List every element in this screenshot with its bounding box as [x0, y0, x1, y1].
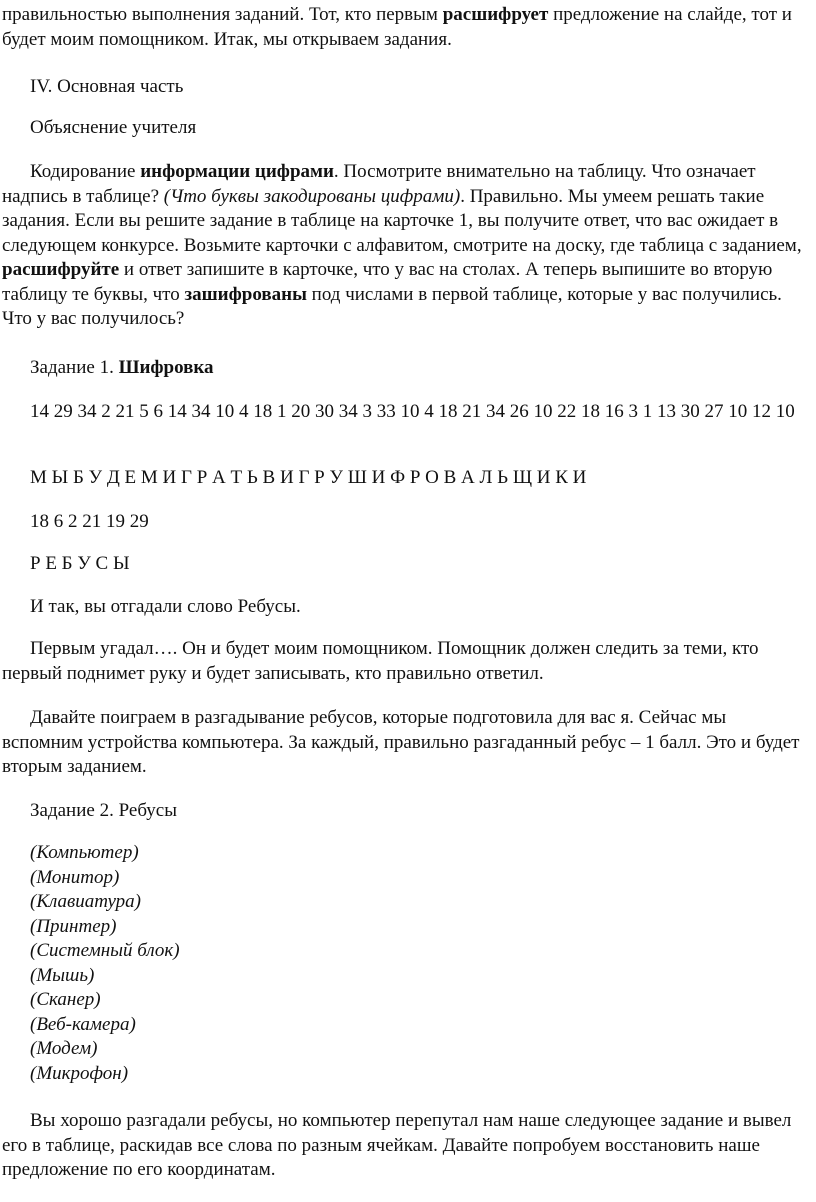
list-item: (Сканер): [30, 989, 101, 1010]
closing-paragraph: Вы хорошо разгадали ребусы, но компьютер перепутал нам наше следующее задание и вывел его в таблице, раскидав все слова по разным ячейкам. Давайте попробуем восстановить наше предложение по его координатам.: [2, 1110, 792, 1180]
list-item: (Принтер): [30, 915, 117, 937]
answer-numbers: 18 6 2 21 19 29: [30, 511, 149, 532]
intro-bold-word: расшифрует: [442, 4, 549, 25]
list-item: (Клавиатура): [30, 891, 141, 912]
first-guessed-paragraph: Первым угадал…. Он и будет моим помощником. Помощник должен следить за теми, кто первый поднимет руку и будет записывать, кто правильно ответил.: [2, 638, 759, 684]
intro-paragraph: правильностью выполнения заданий. Тот, кто первым расшифрует предложение на слайде, тот и будет моим помощником. Итак, мы открываем задания.: [2, 4, 792, 50]
list-item: (Компьютер): [30, 842, 139, 863]
list-item: (Мышь): [30, 964, 95, 986]
explanation-heading: Объяснение учителя: [30, 117, 197, 138]
rebus-intro-paragraph: Давайте поиграем в разгадывание ребусов, которые подготовила для вас я. Сейчас мы вспомним устройства компьютера. За каждый, правильно разгаданный ребус – 1 балл. Это и будет вторым заданием.: [2, 707, 800, 777]
guessed-line: И так, вы отгадали слово Ребусы.: [30, 596, 301, 617]
list-item: (Модем): [30, 1038, 98, 1059]
cipher-letters: М Ы Б У Д Е М И Г Р А Т Ь В И Г Р У Ш И Ф Р О В А Л Ь Щ И К И: [30, 467, 587, 488]
task1-heading: Задание 1. Шифровка: [30, 357, 214, 378]
task2-heading: Задание 2. Ребусы: [30, 800, 177, 821]
section-heading: IV. Основная часть: [30, 76, 184, 97]
rebus-answer-list: [30, 841, 180, 1086]
cipher-numbers: 14 29 34 2 21 5 6 14 34 10 4 18 1 20 30 34 3 33 10 4 18 21 34 26 10 22 18 16 3 1 13 30 27 10 12 10: [30, 401, 795, 422]
list-item: (Микрофон): [30, 1062, 129, 1084]
list-item: (Веб-камера): [30, 1013, 136, 1035]
answer-letters: Р Е Б У С Ы: [30, 553, 130, 574]
list-item: (Системный блок): [30, 940, 180, 961]
list-item: (Монитор): [30, 866, 120, 888]
coding-paragraph: Кодирование информации цифрами. Посмотрите внимательно на таблицу. Что означает надпись в таблице? (Что буквы закодированы цифрами). Правильно. Мы умеем решать такие задания. Если вы решите задание в таблице на карточке 1, вы получите ответ, что вас ожидает в следующем конкурсе. Возьмите карточки с алфавитом, смотрите на доску, где таблица с заданием, расшифруйте и ответ запишите в карточке, что у вас на столах. А теперь выпишите во вторую таблицу те буквы, что зашифрованы под числами в первой таблице, которые у вас получились. Что у вас получилось?: [2, 161, 802, 329]
